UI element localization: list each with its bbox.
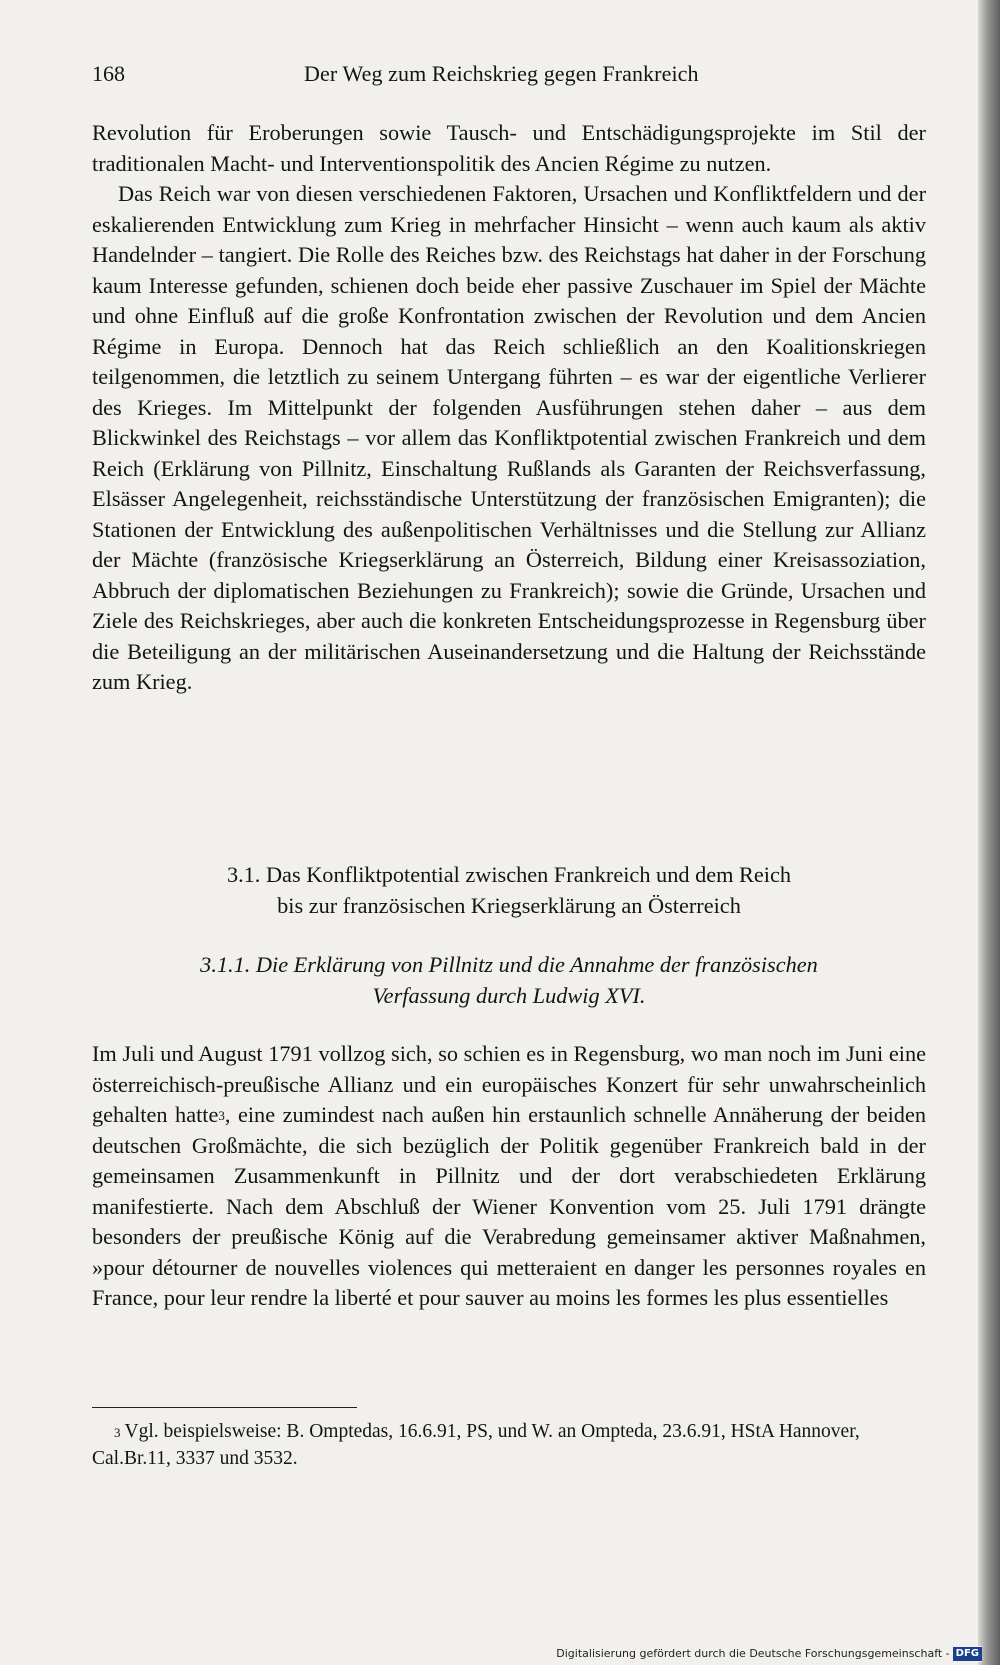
footnote-text: Vgl. beispielsweise: B. Omptedas, 16.6.91, PS, und W. an Ompteda, 23.6.91, HStA Hannover, Cal.Br.11, 3337 und 3532. bbox=[92, 1421, 860, 1469]
footnote-reference: 3 bbox=[218, 1108, 225, 1123]
digitization-credit-text: Digitalisierung gefördert durch die Deutsche Forschungsgemeinschaft - bbox=[556, 1647, 950, 1660]
paragraph-1: Revolution für Eroberungen sowie Tausch- und Entschädigungsprojekte im Stil der traditionalen Macht- und Interventionspolitik des Ancien Régime zu nutzen. bbox=[92, 120, 926, 176]
paragraph-3-text-a: Im Juli und August 1791 vollzog sich, so schien es in Regensburg, wo man noch im Juni eine österreichisch-preußische Allianz und ein europäisches Konzert für sehr unwahrscheinlich gehalten hatte bbox=[92, 1041, 926, 1127]
digitization-credit bbox=[552, 1646, 982, 1662]
page-number: 168 bbox=[92, 61, 125, 86]
subsection-heading-line-2: Verfassung durch Ludwig XVI. bbox=[372, 982, 646, 1008]
paragraph-main bbox=[92, 179, 926, 698]
paragraph-pillnitz bbox=[92, 1039, 926, 1314]
section-heading-line-2: bis zur französischen Kriegserklärung an Österreich bbox=[277, 892, 741, 918]
paragraph-2: Das Reich war von diesen verschiedenen Faktoren, Ursachen und Konfliktfeldern und der eskalierenden Entwicklung zum Krieg in mehrfacher Hinsicht – wenn auch kaum als aktiv Handelnder – tangiert. Die Rolle des Reiches bzw. des Reichstags hat daher in der Forschung kaum Interesse gefunden, schienen doch beide eher passive Zuschauer im Spiel der Mächte und ohne Einfluß auf die große Konfrontation zwischen der Revolution und dem Ancien Régime in Europa. Dennoch hat das Reich schließlich an den Koalitionskriegen teilgenommen, die letztlich zu seinem Untergang führten – es war der eigentliche Verlierer des Krieges. Im Mittelpunkt der folgenden Ausführungen stehen daher – aus dem Blickwinkel des Reichstags – vor allem das Konfliktpotential zwischen Frankreich und dem Reich (Erklärung von Pillnitz, Einschaltung Rußlands als Garanten der Reichsverfassung, Elsässer Angelegenheit, reichsständische Unterstützung der französischen Emigranten); die Stationen der Entwicklung des außenpolitischen Verhältnisses und die Stellung zur Allianz der Mächte (französische Kriegserklärung an Österreich, Bildung einer Kreisassoziation, Abbruch der diplomatischen Beziehungen zu Frankreich); sowie die Gründe, Ursachen und Ziele des Reichskrieges, aber auch die konkreten Entscheidungsprozesse in Regensburg über die Beteiligung an der militärischen Auseinandersetzung und die Haltung der Reichsstände zum Krieg. bbox=[92, 181, 926, 694]
section-heading bbox=[92, 860, 926, 921]
paragraph-3-text-b: , eine zumindest nach außen hin erstaunlich schnelle Annäherung der beiden deutschen Großmächte, die sich bezüglich der Politik gegenüber Frankreich bald in der gemeinsamen Zusammenkunft in Pillnitz und der dort verabschiedeten Erklärung manifestierte. Nach dem Abschluß der Wiener Konvention vom 25. Juli 1791 drängte besonders der preußische König auf die Verabredung gemeinsamer aktiver Maßnahmen, »pour détourner de nouvelles violences qui metteraient en danger les personnes royales en France, pour leur rendre la liberté et pour sauver au moins les formes les plus essentielles bbox=[92, 1102, 926, 1310]
paragraph-continuation bbox=[92, 118, 926, 179]
paragraph-3 bbox=[92, 1039, 926, 1314]
running-title: Der Weg zum Reichskrieg gegen Frankreich bbox=[304, 61, 699, 86]
subsection-heading-line-1: 3.1.1. Die Erklärung von Pillnitz und die Annahme der französischen bbox=[200, 952, 818, 977]
page-edge-shadow bbox=[978, 0, 1000, 1665]
subsection-heading bbox=[92, 950, 926, 1011]
footnote-number: 3 bbox=[114, 1425, 121, 1440]
section-heading-line-1: 3.1. Das Konfliktpotential zwischen Frankreich und dem Reich bbox=[226, 862, 792, 887]
dfg-logo-icon: DFG bbox=[953, 1647, 982, 1661]
footnote-divider bbox=[92, 1407, 357, 1408]
running-head bbox=[92, 56, 926, 92]
footnote bbox=[92, 1418, 926, 1472]
